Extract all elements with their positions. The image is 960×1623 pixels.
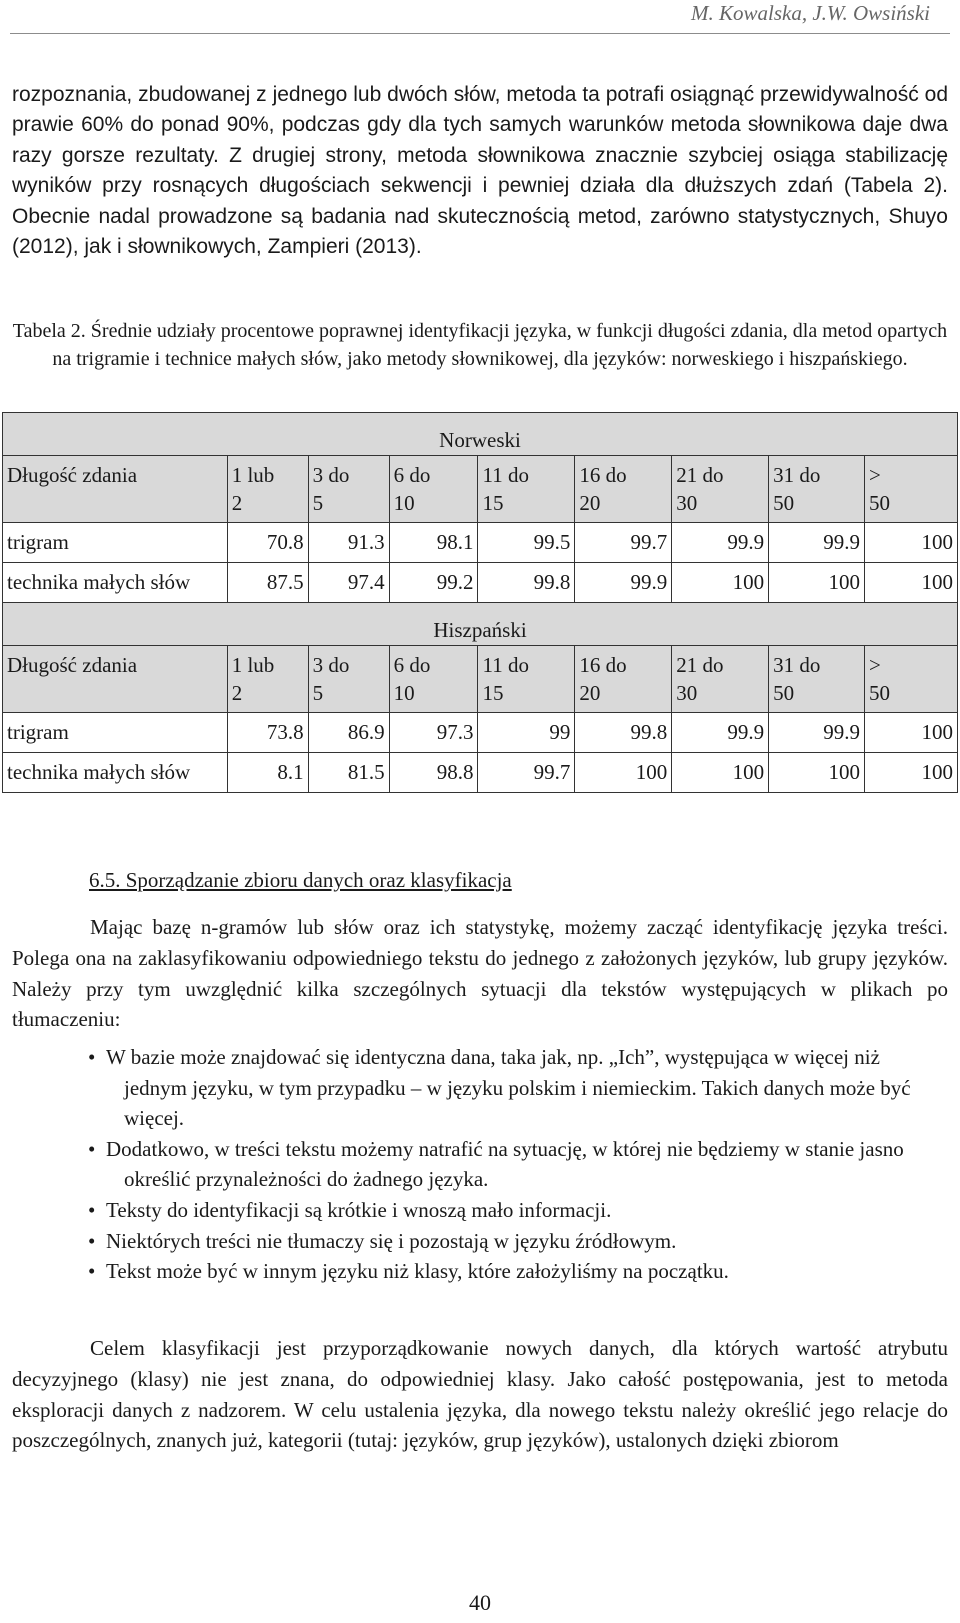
table-cell: 98.1 (389, 523, 478, 563)
table-cell: 70.8 (227, 523, 308, 563)
paragraph-intro: rozpoznania, zbudowanej z jednego lub dwóch słów, metoda ta potrafi osiągnąć przewidywalność od prawie 60% do ponad 90%, podczas gdy dla tych samych warunków metoda słownikowa daje dwa razy gorsze rezultaty. Z drugiej strony, metoda słownikowa znacznie szybciej osiąga stabilizację wyników przy rosnących długościach sekwencji i pewniej działa dla dłuższych zdań (Tabela 2). Obecnie nadal prowadzone są badania nad skutecznością metod, zarówno statystycznych, Shuyo (2012), jak i słownikowych, Zampieri (2013). (12, 83, 948, 259)
table-cell: 99.7 (478, 753, 575, 793)
table-cell: 100 (865, 563, 958, 603)
table-column-header: 21 do 30 (672, 646, 769, 713)
table-language-label: Hiszpański (3, 603, 958, 646)
bullet-icon: • (88, 1136, 96, 1161)
table-column-header: 6 do 10 (389, 456, 478, 523)
table-cell: 99.7 (575, 523, 672, 563)
table-cell: 100 (769, 753, 865, 793)
table-cell: 100 (769, 563, 865, 603)
table-cell: 73.8 (227, 713, 308, 753)
list-item-text: Teksty do identyfikacji są krótkie i wnoszą mało informacji. (106, 1197, 612, 1222)
bullet-list (12, 1042, 912, 1287)
table-column-header: 11 do 15 (478, 456, 575, 523)
list-item (12, 1042, 912, 1134)
table-column-header: 3 do 5 (308, 646, 389, 713)
paragraph-section: Mając bazę n-gramów lub słów oraz ich statystykę, możemy zacząć identyfikację języka treści. Polega ona na zaklasyfikowaniu odpowiedniego tekstu do jednego z założonych języków, lub grupy języków. Należy przy tym uwzględnić kilka szczególnych sytuacji dla tekstów występujących w plikach po tłumaczeniu: (12, 915, 948, 1032)
table-length-label: Długość zdania (3, 456, 228, 523)
table-row (3, 563, 958, 603)
table-column-header: 1 lub 2 (227, 646, 308, 713)
paragraph-classification: Celem klasyfikacji jest przyporządkowanie nowych danych, dla których wartość atrybutu decyzyjnego (klasy) nie jest znana, do odpowiedniej klasy. Jako całość postępowania, jest to metoda eksploracji danych z nadzorem. W celu ustalenia języka, dla nowego tekstu należy określić jego relacje do poszczególnych, znanych już, kategorii (tutaj: języków, grup języków), ustalonych dzięki zbiorom (12, 1336, 948, 1453)
list-item (12, 1226, 912, 1257)
table-cell: 100 (575, 753, 672, 793)
table-cell: 99.8 (478, 563, 575, 603)
table-header-row (3, 456, 958, 523)
table-cell: 100 (672, 563, 769, 603)
table-method-label: technika małych słów (3, 753, 228, 793)
table-cell: 99.9 (769, 713, 865, 753)
bullet-icon: • (88, 1197, 96, 1222)
header-rule (10, 33, 950, 34)
table-cell: 99.9 (672, 713, 769, 753)
table-column-header: > 50 (865, 646, 958, 713)
table-length-label: Długość zdania (3, 646, 228, 713)
table-cell: 91.3 (308, 523, 389, 563)
table-column-header: 1 lub 2 (227, 456, 308, 523)
table-column-header: 31 do 50 (769, 646, 865, 713)
table-cell: 100 (865, 753, 958, 793)
table-cell: 99.5 (478, 523, 575, 563)
bullet-icon: • (88, 1259, 96, 1284)
bullet-icon: • (88, 1045, 96, 1069)
table-cell: 100 (672, 753, 769, 793)
table-cell: 99.2 (389, 563, 478, 603)
table-cell: 99.9 (769, 523, 865, 563)
table-row (3, 523, 958, 563)
table-cell: 86.9 (308, 713, 389, 753)
table-cell: 99.9 (672, 523, 769, 563)
table-row (3, 713, 958, 753)
table-header-row (3, 646, 958, 713)
table-column-header: 11 do 15 (478, 646, 575, 713)
list-item-text: W bazie może znajdować się identyczna dana, taka jak, np. „Ich”, występująca w więcej niż jednym języku, w tym przypadku – w języku polskim i niemieckim. Takich danych może być więcej. (106, 1045, 911, 1131)
table-method-label: trigram (3, 523, 228, 563)
table-cell: 100 (865, 523, 958, 563)
table-cell: 98.8 (389, 753, 478, 793)
table-cell: 99.9 (575, 563, 672, 603)
table-cell: 97.3 (389, 713, 478, 753)
table-cell: 99.8 (575, 713, 672, 753)
list-item (12, 1134, 912, 1195)
table-method-label: trigram (3, 713, 228, 753)
results-table (2, 412, 958, 793)
table-language-row (3, 603, 958, 646)
list-item-text: Dodatkowo, w treści tekstu możemy natrafić na sytuację, w której nie będziemy w stanie jasno określić przynależności do żadnego języka. (106, 1136, 904, 1192)
table-cell: 97.4 (308, 563, 389, 603)
table-language-label: Norweski (3, 413, 958, 456)
list-item-text: Tekst może być w innym języku niż klasy, które założyliśmy na początku. (106, 1259, 729, 1284)
table-column-header: 16 do 20 (575, 646, 672, 713)
page-number: 40 (469, 1590, 491, 1615)
table-cell: 99 (478, 713, 575, 753)
table-language-row (3, 413, 958, 456)
table-column-header: 21 do 30 (672, 456, 769, 523)
table-column-header: > 50 (865, 456, 958, 523)
table-cell: 8.1 (227, 753, 308, 793)
list-item (12, 1256, 912, 1287)
table-cell: 81.5 (308, 753, 389, 793)
table-column-header: 6 do 10 (389, 646, 478, 713)
table-cell: 87.5 (227, 563, 308, 603)
section-heading: 6.5. Sporządzanie zbioru danych oraz klasyfikacja (89, 868, 512, 892)
list-item (12, 1195, 912, 1226)
table-column-header: 3 do 5 (308, 456, 389, 523)
table-method-label: technika małych słów (3, 563, 228, 603)
bullet-icon: • (88, 1228, 96, 1253)
table-column-header: 16 do 20 (575, 456, 672, 523)
table-caption: Tabela 2. Średnie udziały procentowe poprawnej identyfikacji języka, w funkcji długości zdania, dla metod opartych na trigramie i technice małych słów, jako metody słownikowej, dla języków: norweskiego i hiszpańskiego. (12, 320, 948, 370)
list-item-text: Niektórych treści nie tłumaczy się i pozostają w języku źródłowym. (106, 1228, 677, 1253)
table-row (3, 753, 958, 793)
table-cell: 100 (865, 713, 958, 753)
table-column-header: 31 do 50 (769, 456, 865, 523)
running-head: M. Kowalska, J.W. Owsiński (691, 1, 930, 25)
